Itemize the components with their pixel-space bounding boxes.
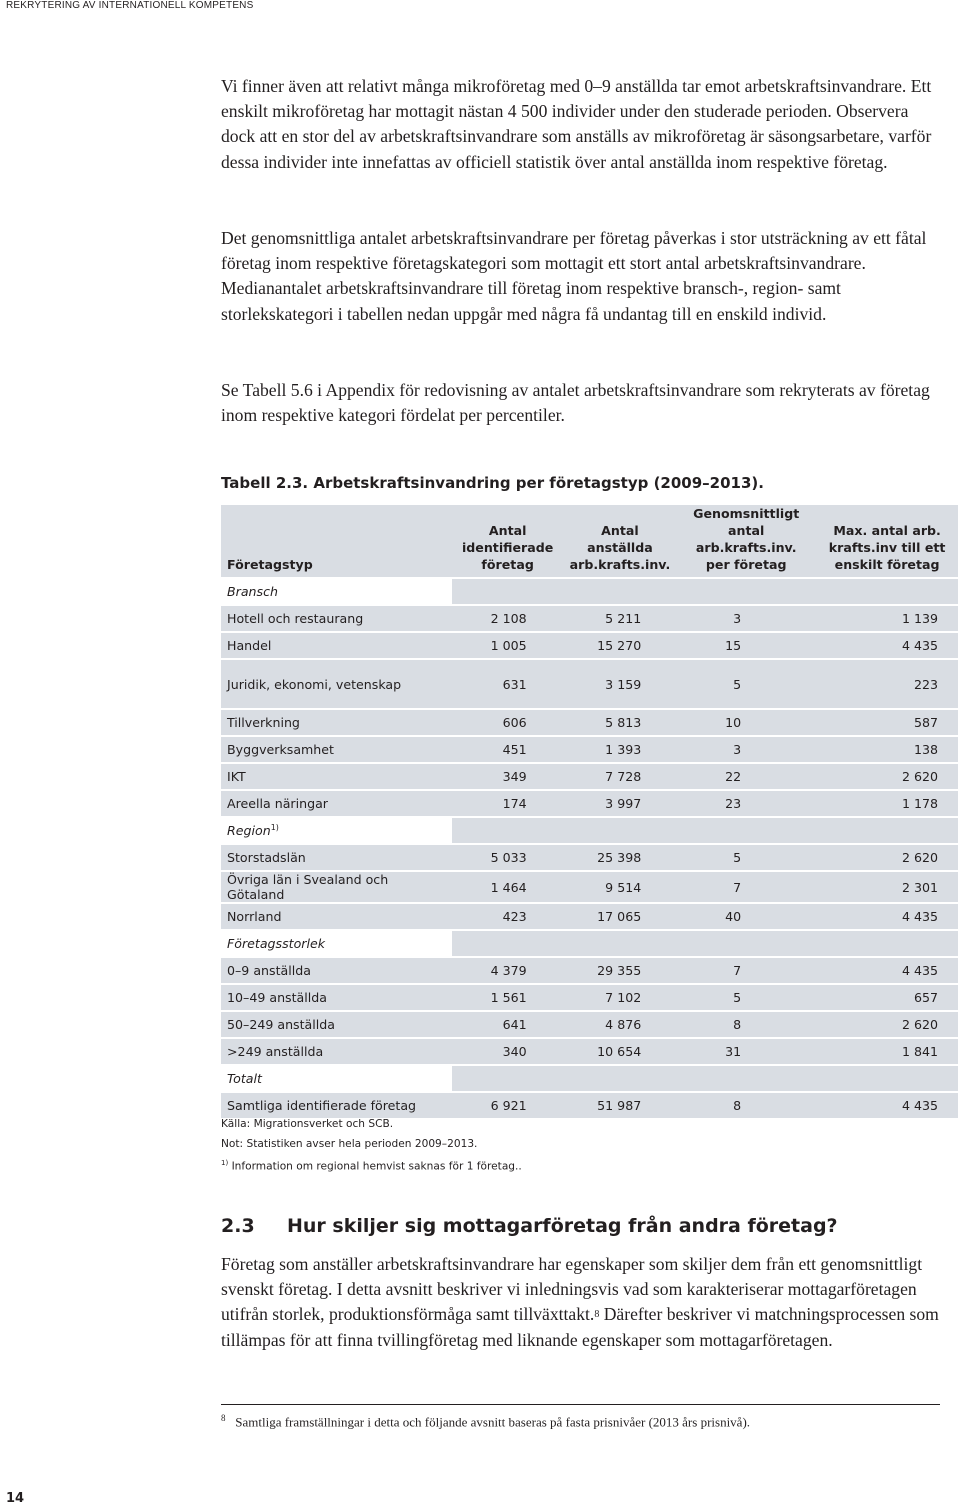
table-header-row bbox=[221, 503, 958, 577]
table-row: Samtliga identifierade företag 6 921 51 987 8 4 435 bbox=[221, 1091, 958, 1118]
table-row: Norrland 423 17 065 40 4 435 bbox=[221, 902, 958, 929]
data-table bbox=[221, 503, 958, 1118]
section-row-total bbox=[221, 1064, 958, 1091]
page-footnote: $^8$ Samtliga framställningar i detta och följande avsnitt baseras på fasta prisnivåer (2013 års prisnivå). bbox=[221, 1413, 751, 1430]
table-row: Övriga län i Svealand och Götaland 1 464 9 514 7 2 301 bbox=[221, 870, 958, 902]
table-row: 10–49 anställda 1 561 7 102 5 657 bbox=[221, 983, 958, 1010]
source-note: Källa: Migrationsverket och SCB. bbox=[221, 1118, 394, 1130]
running-head: REKRYTERING AV INTERNATIONELL KOMPETENS bbox=[6, 0, 254, 11]
table-body bbox=[221, 577, 958, 1118]
header-company-type: Företagstyp bbox=[221, 503, 452, 577]
section-label: Bransch bbox=[221, 577, 452, 604]
footnote-reference: 8 bbox=[594, 1309, 600, 1321]
paragraph-3: Se Tabell 5.6 i Appendix för redovisning av antalet arbetskraftsinvandrare som rekryterats av företag inom respektive kategori fördelat per percentiler. bbox=[221, 380, 930, 426]
table-title: Tabell 2.3. Arbetskraftsinvandring per företagstyp (2009–2013). bbox=[221, 474, 764, 492]
header-max: Max. antal arb. krafts.inv till ett enskilt företag bbox=[816, 503, 958, 577]
paragraph-2: Det genomsnittliga antalet arbetskraftsinvandrare per företag påverkas i stor utsträckning av ett fåtal företag inom respektive företagskategori som mottagit ett stort antal arbetskraftsinvandrare. Medianantalet arbetskraftsinvandrare till företag inom respektive bransch-, region- samt storlekskategori i tabellen nedan uppgår med några få undantag till en enskild individ. bbox=[221, 228, 927, 324]
header-employed-count: Antal anställda arb.krafts.inv. bbox=[564, 503, 677, 577]
table-row: Hotell och restaurang 2 108 5 211 3 1 139 bbox=[221, 604, 958, 631]
section-row-region bbox=[221, 816, 958, 843]
section-title: Hur skiljer sig mottagarföretag från andra företag? bbox=[287, 1215, 838, 1237]
header-firm-count: Antal identifierade företag bbox=[452, 503, 564, 577]
region-footnote-marker: 1) bbox=[270, 823, 279, 832]
footnote-number: 8 bbox=[221, 1413, 226, 1423]
section-paragraph: Företag som anställer arbetskraftsinvandrare har egenskaper som skiljer dem från ett genomsnittligt svenskt företag. I detta avsnitt beskriver vi inledningsvis vad som karakteriserar mottagarföretagen utifrån storlek, produktionsförmåga samt tillväxttakt.$^8$ Därefter beskriver vi matchningsprocessen som tillämpas för att finna tvillingföretag med liknande egenskaper som mottagarföretagen. bbox=[221, 1254, 939, 1350]
table-row: Handel 1 005 15 270 15 4 435 bbox=[221, 631, 958, 658]
page-number: 14 bbox=[6, 1491, 25, 1506]
table-row: >249 anställda 340 10 654 31 1 841 bbox=[221, 1037, 958, 1064]
section-heading bbox=[221, 1215, 838, 1237]
section-label: Företagsstorlek bbox=[221, 929, 452, 956]
table-row: IKT 349 7 728 22 2 620 bbox=[221, 762, 958, 789]
section-row-size bbox=[221, 929, 958, 956]
table-notes bbox=[221, 1115, 522, 1177]
section-label: Totalt bbox=[221, 1064, 452, 1091]
paragraph-1: Vi finner även att relativt många mikroföretag med 0–9 anställda tar emot arbetskraftsinvandrare. Ett enskilt mikroföretag har mottagit nästan 4 500 individer under den studerade perioden. Observera dock att en stor del av arbetskraftsinvandrare som anställs av mikroföretag är säsongsarbetare, varför dessa individer inte innefattas av officiell statistik över antal anställda inom respektive företag. bbox=[221, 76, 932, 172]
period-note: Not: Statistiken avser hela perioden 2009–2013. bbox=[221, 1137, 478, 1150]
table-row: Areella näringar 174 3 997 23 1 178 bbox=[221, 789, 958, 816]
section-row-bransch bbox=[221, 577, 958, 604]
footnote-marker: 1) bbox=[221, 1159, 229, 1167]
header-average: Genomsnittligt antal arb.krafts.inv. per företag bbox=[676, 503, 816, 577]
footnote-divider bbox=[221, 1404, 940, 1405]
table-row: Tillverkning 606 5 813 10 587 bbox=[221, 708, 958, 735]
region-footnote: $^{1)}$ Information om regional hemvist saknas för 1 företag.. bbox=[221, 1159, 522, 1173]
section-number: 2.3 bbox=[221, 1215, 255, 1237]
table-row: 0–9 anställda 4 379 29 355 7 4 435 bbox=[221, 956, 958, 983]
table-row: Byggverksamhet 451 1 393 3 138 bbox=[221, 735, 958, 762]
section-label: Region$^{1)}$ bbox=[221, 816, 452, 843]
table-row: Juridik, ekonomi, vetenskap 631 3 159 5 223 bbox=[221, 658, 958, 708]
table-row: 50–249 anställda 641 4 876 8 2 620 bbox=[221, 1010, 958, 1037]
table-row: Storstadslän 5 033 25 398 5 2 620 bbox=[221, 843, 958, 870]
